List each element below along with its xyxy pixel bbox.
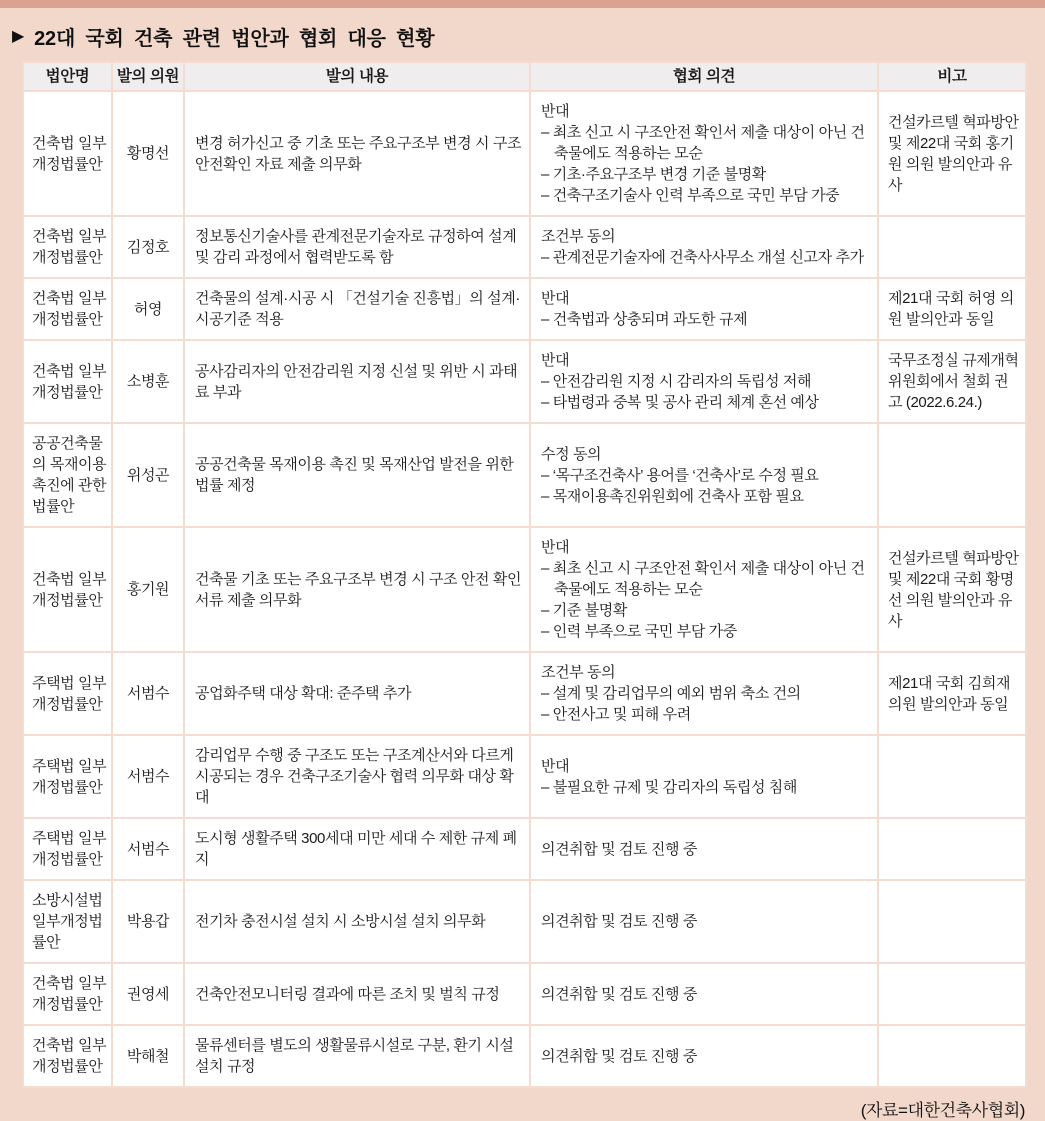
cell-note: 건설카르텔 혁파방안 및 제22대 국회 홍기원 의원 발의안과 유사 [878, 91, 1026, 216]
cell-association-opinion [530, 278, 878, 340]
cell-note: 국무조정실 규제개혁 위원회에서 철회 권고 (2022.6.24.) [878, 340, 1026, 423]
cell-association-opinion [530, 818, 878, 880]
opinion-point: – 인력 부족으로 국민 부담 가중 [541, 623, 737, 640]
table-row [23, 818, 1026, 880]
cell-bill-name: 소방시설법 일부개정법률안 [23, 880, 112, 963]
table-row [23, 340, 1026, 423]
opinion-stance: 의견취합 및 검토 진행 중 [541, 1047, 697, 1065]
cell-bill-name: 주택법 일부 개정법률안 [23, 818, 112, 880]
table-row [23, 652, 1026, 735]
table-row [23, 1025, 1026, 1087]
table-row [23, 880, 1026, 963]
cell-proposal-content: 건축물의 설계·시공 시 「건설기술 진흥법」의 설계·시공기준 적용 [184, 278, 530, 340]
cell-proposal-content: 건축물 기초 또는 주요구조부 변경 시 구조 안전 확인 서류 제출 의무화 [184, 527, 530, 652]
opinion-point: – 건축법과 상충되며 과도한 규제 [541, 311, 748, 328]
table-row [23, 963, 1026, 1025]
cell-member-name: 권영세 [112, 963, 184, 1025]
column-header-1: 법안명 [23, 62, 112, 91]
cell-proposal-content: 공공건축물 목재이용 촉진 및 목재산업 발전을 위한 법률 제정 [184, 423, 530, 527]
source-credit: (자료=대한건축사협회) [860, 1101, 1025, 1120]
page-title-text: 22대 국회 건축 관련 법안과 협회 대응 현황 [34, 28, 435, 50]
cell-association-opinion [530, 527, 878, 652]
cell-member-name: 홍기원 [112, 527, 184, 652]
cell-bill-name: 건축법 일부 개정법률안 [23, 91, 112, 216]
cell-bill-name: 건축법 일부 개정법률안 [23, 216, 112, 278]
cell-association-opinion [530, 216, 878, 278]
cell-member-name: 황명선 [112, 91, 184, 216]
column-header-2: 발의 의원 [112, 62, 184, 91]
cell-member-name: 김정호 [112, 216, 184, 278]
opinion-point: – 기준 불명확 [541, 602, 627, 619]
cell-bill-name: 건축법 일부 개정법률안 [23, 963, 112, 1025]
cell-member-name: 위성곤 [112, 423, 184, 527]
cell-proposal-content: 감리업무 수행 중 구조도 또는 구조계산서와 다르게 시공되는 경우 건축구조기술사 협력 의무화 대상 확대 [184, 735, 530, 818]
opinion-stance: 반대 [541, 539, 570, 556]
cell-bill-name: 주택법 일부 개정법률안 [23, 652, 112, 735]
cell-member-name: 소병훈 [112, 340, 184, 423]
cell-note: 건설카르텔 혁파방안 및 제22대 국회 황명선 의원 발의안과 유사 [878, 527, 1026, 652]
cell-bill-name: 공공건축물의 목재이용 촉진에 관한 법률안 [23, 423, 112, 527]
cell-association-opinion [530, 880, 878, 963]
cell-association-opinion [530, 1025, 878, 1087]
opinion-stance: 의견취합 및 검토 진행 중 [541, 840, 697, 858]
top-accent-bar [0, 0, 1045, 8]
cell-bill-name: 건축법 일부 개정법률안 [23, 278, 112, 340]
table-row [23, 735, 1026, 818]
cell-proposal-content: 공사감리자의 안전감리원 지정 신설 및 위반 시 과태료 부과 [184, 340, 530, 423]
cell-note [878, 963, 1026, 1025]
cell-note [878, 880, 1026, 963]
opinion-stance: 조건부 동의 [541, 228, 616, 245]
cell-proposal-content: 건축안전모니터링 결과에 따른 조치 및 벌칙 규정 [184, 963, 530, 1025]
opinion-stance: 조건부 동의 [541, 664, 616, 681]
cell-note [878, 216, 1026, 278]
table-row [23, 278, 1026, 340]
column-header-3: 발의 내용 [184, 62, 530, 91]
cell-bill-name: 주택법 일부 개정법률안 [23, 735, 112, 818]
opinion-stance: 반대 [541, 290, 570, 307]
cell-bill-name: 건축법 일부 개정법률안 [23, 340, 112, 423]
table-row [23, 216, 1026, 278]
cell-member-name: 박용갑 [112, 880, 184, 963]
table-row [23, 423, 1026, 527]
cell-note [878, 423, 1026, 527]
cell-association-opinion [530, 963, 878, 1025]
opinion-stance: 의견취합 및 검토 진행 중 [541, 985, 697, 1003]
opinion-point: – 기초·주요구조부 변경 기준 불명확 [541, 166, 766, 183]
opinion-stance: 반대 [541, 103, 570, 120]
cell-note [878, 735, 1026, 818]
opinion-point: – 목재이용촉진위원회에 건축사 포함 필요 [541, 487, 804, 505]
cell-association-opinion [530, 340, 878, 423]
table-row [23, 527, 1026, 652]
opinion-stance: 의견취합 및 검토 진행 중 [541, 913, 697, 930]
bills-table [22, 61, 1027, 1088]
cell-member-name: 서범수 [112, 652, 184, 735]
opinion-point: – 최초 신고 시 구조안전 확인서 제출 대상이 아닌 건축물에도 적용하는 모순 [541, 560, 865, 598]
cell-member-name: 서범수 [112, 735, 184, 818]
column-header-5: 비고 [878, 62, 1026, 91]
opinion-point: – ‘목구조건축사’ 용어를 ‘건축사’로 수정 필요 [541, 466, 819, 484]
cell-note: 제21대 국회 김희재 의원 발의안과 동일 [878, 652, 1026, 735]
cell-proposal-content: 공업화주택 대상 확대: 준주택 추가 [184, 652, 530, 735]
opinion-point: – 불필요한 규제 및 감리자의 독립성 침해 [541, 778, 797, 796]
cell-proposal-content: 도시형 생활주택 300세대 미만 세대 수 제한 규제 폐지 [184, 818, 530, 880]
cell-note [878, 1025, 1026, 1087]
title-arrow-icon: ▶ [12, 27, 25, 45]
cell-association-opinion [530, 423, 878, 527]
cell-association-opinion [530, 735, 878, 818]
opinion-point: – 안전감리원 지정 시 감리자의 독립성 저해 [541, 373, 812, 390]
cell-bill-name: 건축법 일부 개정법률안 [23, 527, 112, 652]
cell-proposal-content: 전기차 충전시설 설치 시 소방시설 설치 의무화 [184, 880, 530, 963]
opinion-point: – 설계 및 감리업무의 예외 범위 축소 건의 [541, 685, 801, 702]
opinion-stance: 수정 동의 [541, 445, 602, 463]
cell-association-opinion [530, 652, 878, 735]
page-title [0, 8, 1045, 61]
opinion-point: – 관계전문기술자에 건축사사무소 개설 신고자 추가 [541, 249, 864, 266]
cell-bill-name: 건축법 일부 개정법률안 [23, 1025, 112, 1087]
cell-note: 제21대 국회 허영 의원 발의안과 동일 [878, 278, 1026, 340]
opinion-stance: 반대 [541, 352, 570, 369]
column-header-4: 협회 의견 [530, 62, 878, 91]
opinion-point: – 건축구조기술사 인력 부족으로 국민 부담 가중 [541, 187, 840, 204]
table-header-row [23, 62, 1026, 91]
cell-proposal-content: 물류센터를 별도의 생활물류시설로 구분, 환기 시설 설치 규정 [184, 1025, 530, 1087]
table-row [23, 91, 1026, 216]
cell-proposal-content: 변경 허가신고 중 기초 또는 주요구조부 변경 시 구조안전확인 자료 제출 의무화 [184, 91, 530, 216]
cell-proposal-content: 정보통신기술사를 관계전문기술자로 규정하여 설계 및 감리 과정에서 협력받도록 함 [184, 216, 530, 278]
cell-note [878, 818, 1026, 880]
opinion-point: – 최초 신고 시 구조안전 확인서 제출 대상이 아닌 건축물에도 적용하는 모순 [541, 124, 865, 162]
cell-member-name: 허영 [112, 278, 184, 340]
cell-member-name: 서범수 [112, 818, 184, 880]
opinion-stance: 반대 [541, 757, 570, 775]
opinion-point: – 타법령과 중복 및 공사 관리 체계 혼선 예상 [541, 394, 819, 411]
opinion-point: – 안전사고 및 피해 우려 [541, 706, 691, 723]
cell-member-name: 박해철 [112, 1025, 184, 1087]
cell-association-opinion [530, 91, 878, 216]
